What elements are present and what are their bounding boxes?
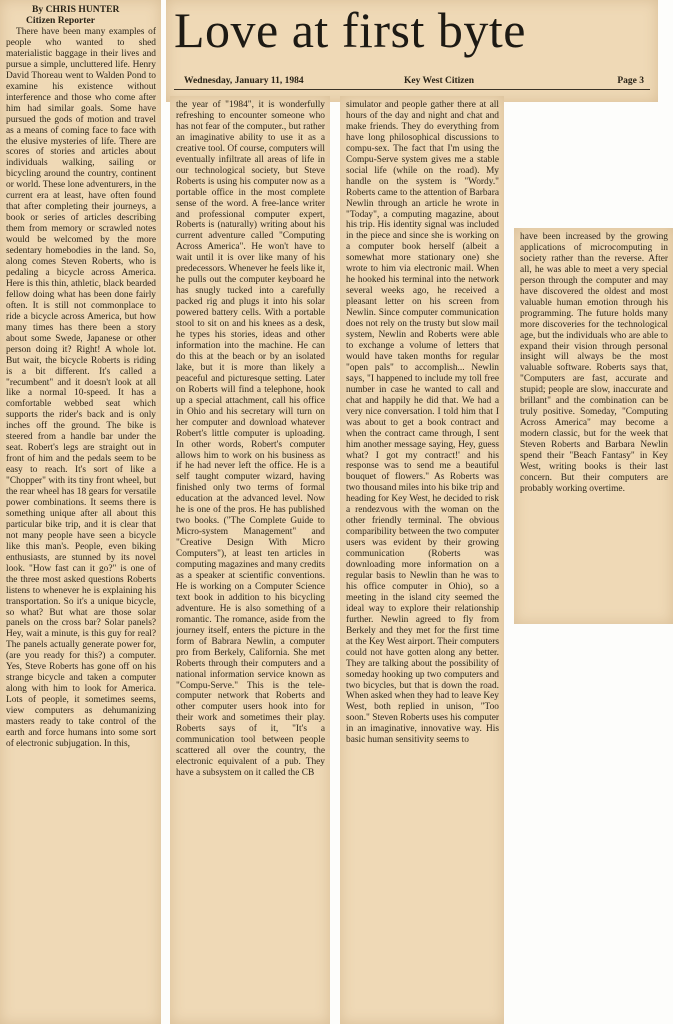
article-column-3 — [346, 100, 499, 1024]
byline-role: Citizen Reporter — [26, 15, 95, 26]
byline: By CHRIS HUNTER — [32, 4, 120, 15]
publication-date: Wednesday, January 11, 1984 — [184, 76, 304, 86]
headline-clipping — [166, 0, 658, 102]
column-4-text: have been increased by the growing applications of microcomputing in society rather than the reverse. After all, he was able to meet a very special person through the computer and may have discovered the oldest and most valuable human emotion through his programming. The future holds many more discoveries for the technological age, but the individuals who are able to expand their vision through personal insight will always be the most valuable software. Roberts says that, "Computers are fast, accurate and stupid; people are slow, inaccurate and brillant" and the combination can be truly positive. Someday, "Computing Across America" may become a modern classic, but for the week that Steven Roberts and Barbara Newlin spend their "Beach Fantasy" in Key West, writing books is their last concern. But their computers are probably working overtime. — [520, 232, 668, 494]
column-4-clipping — [514, 228, 673, 624]
newspaper-name: Key West Citizen — [404, 76, 475, 86]
article-column-4 — [520, 232, 668, 624]
page-number: Page 3 — [617, 76, 644, 86]
dateline — [174, 76, 650, 90]
article-column-2 — [176, 100, 325, 1024]
column-2-clipping — [170, 96, 330, 1024]
headline: Love at first byte — [174, 2, 526, 58]
column-3-clipping — [340, 96, 504, 1024]
column-2-text: the year of "1984", it is wonderfully refreshing to encounter someone who has not fear of the computer., but rather an imaginative ability to use it as a creative tool. Of course, computers will eventually infiltrate all areas of life in our technological society, but Steve Roberts is using his computer now as a portable office in the most complete sense of the word. A free-lance writer and professional computer expert, Roberts is (naturally) writing about his current adventure called "Computing Across America". He won't have to wait until it is over like many of his predecessors. Whenever he feels like it, he pulls out the computer keyboard he has snugly tucked into a carefully packed rig and plugs it into his solar powered battery cells. With a portable stool to sit on and his knees as a desk, he types his stories, ideas and other information into the machine. He can do this at the beach or by an isolated lake, but it is more than likely a peaceful and picturesque setting. Later on Roberts will find a telephone, hook up a special attachment, call his office in Ohio and his secretary will turn on her computer and download whatever Robert's little computer is uploading. In other words, Robert's computer allows him to work on his business as if he had never left the office. He is a self taught computer wizard, having finished only two terms of formal education at the advanced level. Now he is one of the pros. He has published two books. ("The Complete Guide to Micro-system Management" and "Creative Design With Micro Computers"), at least ten articles in computing magazines and many credits as a speaker at scientific conventions. He is working on a Computer Science text book in addition to his bicycling adventure. He is also something of a romantic. The romance, aside from the journey itself, enters the picture in the form of Babrara Newlin, a computer pro from Berkely, California. She met Roberts through their computers and a national information service known as "Compu-Serve." This is the tele-computer network that Roberts and other computer users hook into for their work and sometimes their play. Roberts says of it, "It's a communication tool between people scattered all over the country, the electronic equivalent of a pub. They have a subsystem on it called the CB — [176, 100, 325, 779]
column-1-text: There have been many examples of people who wanted to shed materialistic baggage in their lives and pursue a simple, uncluttered life. Henry David Thoreau went to Walden Pond to examine his existence without interference and those who come after him had similar goals. Some have pursued the gods of motion and travel as a means of coming face to face with the elusive mysteries of life. There are scores of stories and articles about individuals walking, sailing or bicycling around the country, continent or world. These lone adventurers, in the current era at least, have often found that after completing their journeys, a book or series of articles describing them from memory or scrawled notes would be welcomed by the more sedentary homebodies in the land. So, along comes Steven Roberts, who is pedaling a bicycle across America. Here is this thin, athletic, black bearded fellow doing what has been done fairly often. It is still not commonplace to ride a bicycle across America, but how many times has there been a story about some Swede, Japanese or other person doing it? Right! A whole lot. But wait, the bicycle Roberts is riding is a bit different. It's called a "recumbent" and it doesn't look at all like a normal 10-speed. It has a comfortable webbed seat which supports the rider's back and is only inches off the ground. The bike is steered from a handle bar under the seat. Robert's legs are straight out in front of him and the pedals seem to be easy to reach. It's sort of like a "Chopper" with its tiny front wheel, but the rear wheel has 18 gears for versatile power combinations. It seems there is something unique after all about this particular bike trip, and it is clear that not many people have seen a bicycle like this man's. People, even biking enthusiasts, are stunned by its novel look. "How fast can it go?" is one of the three most asked questions Roberts listens to whenever he is explaining his transportation. So it's a unique bicycle, so what? But what are those solar panels on the cross bar? Solar panels? Hey, wait a minute, is this guy for real? The panels actually generate power for, (are you ready for this?) a computer. Yes, Steve Roberts has gone off on his strange bicycle and taken a computer along with him to look for America. Lots of people, it sometimes seems, view computers as dehumanizing masters ready to take control of the earth and force humans into some sort of electronic subjugation. In this, — [6, 27, 156, 749]
article-column-1 — [6, 4, 156, 1024]
column-3-text: simulator and people gather there at all hours of the day and night and chat and make friends. They do everything from have long philosophical discussions to compu-sex. The fact that I'm using the Compu-Serve system gives me a stable social life (while on the road). My handle on the system is "Wordy." Roberts came to the attention of Barbara Newlin through an article he wrote in "Today", a computing magazine, about his trip. His identity signal was included in the piece and since she is working on a computer book herself (albeit a somewhat more stationary one) she wrote to him via electronic mail. When he hooked his terminal into the network several weeks ago, he received a pleasant letter on his screen from Newlin. Since computer communication does not rely on the trusty but slow mail system, Newlin and Roberts were able to exchange a volume of letters that would have taken months for regular "open pals" to accomplish... Newlin says, "I happened to include my toll free number in case he wanted to call and chat and happily he did that. We had a very nice conversation. I told him that I was about to get a book contract and when the contract came through, I sent him another message saying, Hey, guess what? I got my contract!' and his response was to send me a beautiful bouquet of flowers." As Roberts was two thousand miles into his bike trip and heading for Key West, he decided to risk a rendezvous with the woman on the other friendly terminal. The obvious comparibility between the two computer users was evident by their growing communication (Roberts was downloading more information on a regular basis to Newlin than he was to his office computer in Ohio), so a meeting in the island city seemed the ideal way to explore their relationship further. Newlin agreed to fly from Berkely and they met for the first time at the Key West airport. Their computers could not have gotten along any better. They are talking about the possibility of someday hooking up two computers and two bicycles, but that is down the road. When asked when they had to leave Key West, both replied in unison, "Too soon." Steven Roberts uses his computer in an imaginative, innovative way. His basic human sensitivity seems to — [346, 100, 499, 746]
column-1-clipping — [0, 0, 161, 1024]
